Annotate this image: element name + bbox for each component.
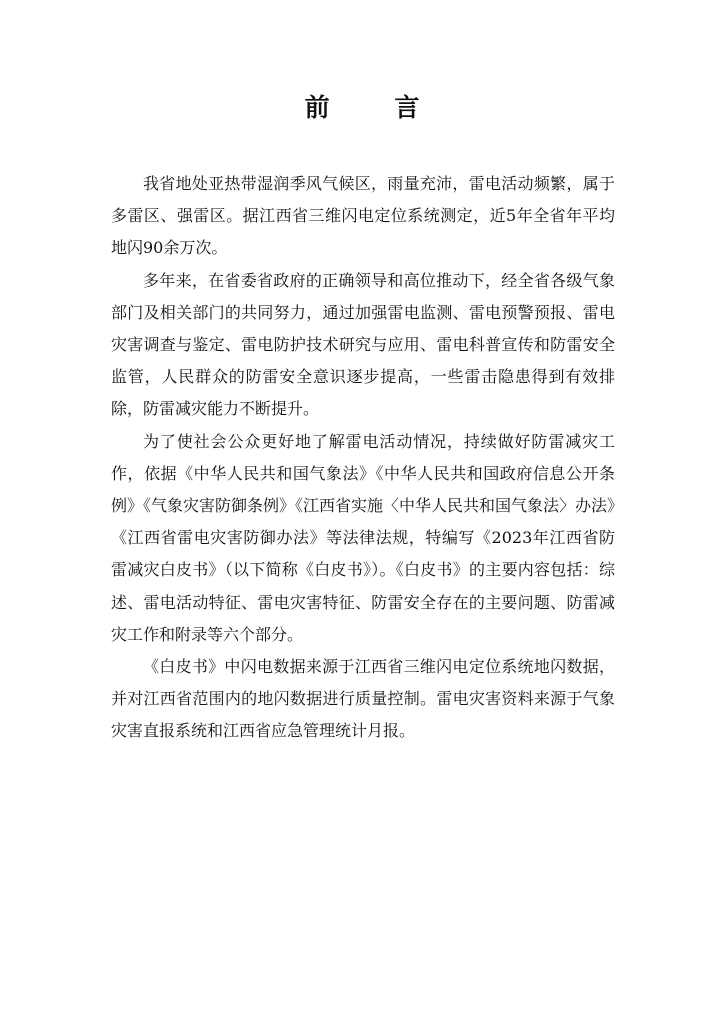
page-title: 前 言 bbox=[304, 93, 448, 122]
paragraph-2: 多年来，在省委省政府的正确领导和高位推动下，经全省各级气象部门及相关部门的共同努力，通过加强雷电监测、雷电预警预报、雷电灾害调查与鉴定、雷电防护技术研究与应用、雷电科普宣传和防雷安全监管，人民群众的防雷安全意识逐步提高，一些雷击隐患得到有效排除，防雷减灾能力不断提升。 bbox=[111, 270, 615, 419]
paragraph-1: 我省地处亚热带湿润季风气候区，雨量充沛，雷电活动频繁，属于多雷区、强雷区。据江西省三维闪电定位系统测定，近5年全省年平均地闪90余万次。 bbox=[111, 174, 615, 258]
paragraph-3: 为了使社会公众更好地了解雷电活动情况，持续做好防雷减灾工作，依据《中华人民共和国气象法》《中华人民共和国政府信息公开条例》《气象灾害防御条例》《江西省实施〈中华人民共和国气象法〉办法》《江西省雷电灾害防御办法》等法律法规，特编写《2023年江西省防雷减灾白皮书》（以下简称《白皮书》）。《白皮书》的主要内容包括：综述、雷电活动特征、雷电灾害特征、防雷安全存在的主要问题、防雷减灾工作和附录等六个部分。 bbox=[111, 431, 616, 644]
body-text bbox=[111, 168, 615, 748]
paragraph-4: 《白皮书》中闪电数据来源于江西省三维闪电定位系统地闪数据，并对江西省范围内的地闪数据进行质量控制。雷电灾害资料来源于气象灾害直报系统和江西省应急管理统计月报。 bbox=[111, 657, 615, 741]
